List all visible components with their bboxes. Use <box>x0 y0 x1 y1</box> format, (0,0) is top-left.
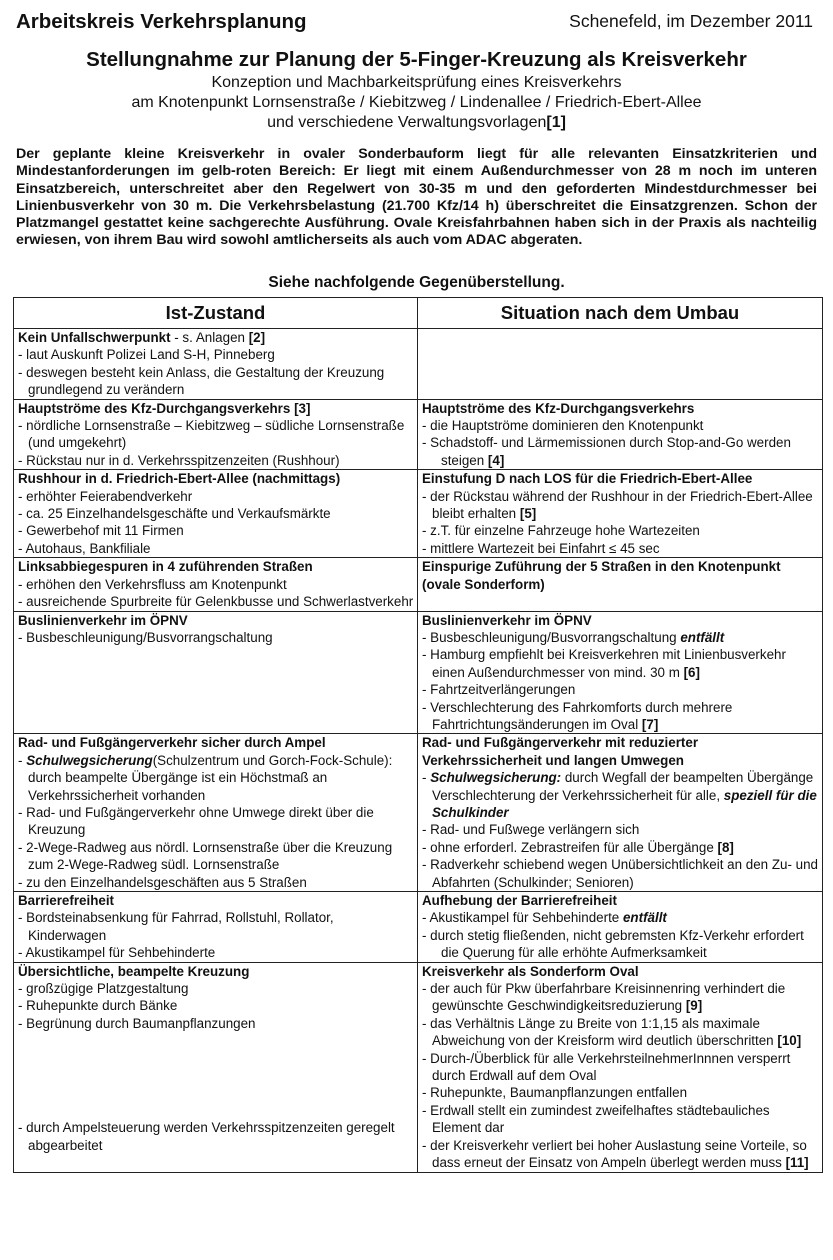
row-heading: Rad- und Fußgängerverkehr sicher durch Ampel <box>18 735 326 751</box>
row-heading <box>18 329 414 346</box>
list-item-text: - der Kreisverkehr verliert bei hoher Auslastung seine Vorteile, so dass erneut der Einsatz von Ampeln überlegt werden muss <box>422 1137 807 1171</box>
list-item: - Rückstau nur in d. Verkehrsspitzenzeiten (Rushhour) <box>18 452 340 468</box>
reference-mark: [8] <box>717 839 734 855</box>
list-item: - zu den Einzelhandelsgeschäften aus 5 Straßen <box>18 874 307 890</box>
list-item-text: - Akustikampel für Sehbehinderte <box>422 910 623 926</box>
table-row <box>14 558 823 611</box>
cell-current <box>14 892 418 963</box>
list-item-text: - Schadstoff- und Lärmemissionen durch Stop-and-Go werden steigen <box>422 435 791 468</box>
subtitle-block <box>0 73 833 133</box>
intro-paragraph: Der geplante kleine Kreisverkehr in ovaler Sonderbauform liegt für alle relevanten Einsatzkriterien und Mindestanforderungen im gelb-roten Bereich: Er liegt mit einem Außendurchmesser von 28 m noch im unteren Einsatzbereich, unterschreitet aber den Regelwert von 30-35 m und den geforderten Mindestdurchmesser bei Linienbusverkehr von 30 m. Die Verkehrsbelastung (21.700 Kfz/14 h) überschreitet die Einsatzgrenzen. Schon der Platzmangel gestattet keine sachgerechte Ausführung. Ovale Kreisfahrbahnen haben sich in der Praxis als nachteilig erwiesen, von ihrem Bau wird sowohl amtlicherseits als auch vom ADAC abgeraten. <box>16 146 817 249</box>
reference-mark: [1] <box>546 114 566 131</box>
cell-after <box>418 470 823 558</box>
list-item: - Autohaus, Bankfiliale <box>18 540 151 556</box>
row-heading: Linksabbiegespuren in 4 zuführenden Straßen <box>18 559 313 575</box>
list-item: - Gewerbehof mit 11 Firmen <box>18 523 184 539</box>
row-heading: Rushhour in d. Friedrich-Ebert-Allee (nachmittags) <box>18 471 341 487</box>
document-title: Stellungnahme zur Planung der 5-Finger-Kreuzung als Kreisverkehr <box>86 48 747 71</box>
row-heading: Buslinienverkehr im ÖPNV <box>18 612 188 628</box>
list-item: - Ruhepunkte durch Bänke <box>18 998 178 1014</box>
row-heading: Einstufung D nach LOS für die Friedrich-Ebert-Allee <box>422 471 753 487</box>
row-heading: Rad- und Fußgängerverkehr mit reduzierter Verkehrssicherheit und langen Umwegen <box>422 735 699 768</box>
cell-after <box>418 962 823 1172</box>
list-item: - die Hauptströme dominieren den Knotenpunkt <box>422 418 704 434</box>
cell-after <box>418 558 823 611</box>
list-item-text: - der Rückstau während der Rushhour in der Friedrich-Ebert-Allee bleibt erhalten <box>422 488 813 522</box>
table-header-row <box>14 298 823 329</box>
list-item: - nördliche Lornsenstraße – Kiebitzweg – südliche Lornsenstraße (und umgekehrt) <box>18 418 405 451</box>
row-heading: Kreisverkehr als Sonderform Oval <box>422 963 639 979</box>
list-item: - Schulwegsicherung: durch Wegfall der beampelten Übergänge Verschlechterung der Verkehrssicherheit für alle, speziell für die Schulkinder <box>422 770 817 820</box>
row-heading: Einspurige Zuführung der 5 Straßen in den Knotenpunkt (ovale Sonderform) <box>422 559 781 592</box>
list-item: - mittlere Wartezeit bei Einfahrt ≤ 45 sec <box>422 540 660 556</box>
cell-after <box>418 329 823 400</box>
list-item-text: durch Wegfall der beampelten Übergänge Verschlechterung der Verkehrssicherheit für alle, <box>432 770 814 803</box>
cell-current <box>14 470 418 558</box>
list-item <box>422 909 819 926</box>
row-heading: Aufhebung der Barrierefreiheit <box>422 893 617 908</box>
list-item-text: - der auch für Pkw überfahrbare Kreisinnenring verhindert die gewünschte Geschwindigkeitsreduzierung <box>422 981 786 1014</box>
table-row <box>14 470 823 558</box>
table-row <box>14 611 823 734</box>
list-item: - großzügige Platzgestaltung <box>18 981 189 997</box>
list-item: - Ruhepunkte, Baumanpflanzungen entfallen <box>422 1085 688 1101</box>
list-item <box>422 980 819 1015</box>
emphasis-text: entfällt <box>622 910 667 926</box>
cell-current <box>14 399 418 470</box>
list-item <box>422 839 819 856</box>
list-item-text: - das Verhältnis Länge zu Breite von 1:1,15 als maximale Abweichung von der Kreisform wird deutlich überschritten <box>422 1015 778 1049</box>
cell-current <box>14 611 418 734</box>
row-heading-note: - s. Anlagen <box>170 330 249 345</box>
table-row <box>14 399 823 470</box>
subtitle-line <box>0 113 833 133</box>
reference-mark: [11] <box>785 1155 809 1171</box>
list-item: - Akustikampel für Sehbehinderte <box>18 945 216 961</box>
list-item: - Busbeschleunigung/Busvorrangschaltung <box>18 629 273 645</box>
list-item: - 2-Wege-Radweg aus nördl. Lornsenstraße über die Kreuzung zum 2-Wege-Radweg südl. Lornsenstraße <box>18 839 393 873</box>
list-item-text: (Schulzentrum und Gorch-Fock-Schule): durch beampelte Übergänge ist ein Höchstmaß an Verkehrssicherheit vorhanden <box>28 752 393 803</box>
list-item: - Durch-/Überblick für alle VerkehrsteilnehmerInnnen versperrt durch Erdwall auf dem Oval <box>422 1050 791 1084</box>
place-date: Schenefeld, im Dezember 2011 <box>569 11 813 31</box>
list-item: - Radverkehr schiebend wegen Unübersichtlichkeit an den Zu- und Abfahrten (Schulkinder; Senioren) <box>422 857 818 890</box>
subtitle-line: Konzeption und Machbarkeitsprüfung eines Kreisverkehrs <box>211 74 622 91</box>
list-item <box>422 488 819 523</box>
list-item <box>422 1137 819 1172</box>
list-item: - durch stetig fließenden, nicht gebremsten Kfz-Verkehr erfordert die Querung für alle erhöhte Aufmerksamkeit <box>422 927 804 961</box>
row-heading: Übersichtliche, beampelte Kreuzung <box>18 963 250 979</box>
list-item: - Rad- und Fußwege verlängern sich <box>422 822 640 838</box>
list-item: - z.T. für einzelne Fahrzeuge hohe Wartezeiten <box>422 523 700 539</box>
emphasis-text: Schulwegsicherung: <box>430 770 562 786</box>
reference-mark: [4] <box>487 452 505 468</box>
list-item: - erhöhter Feierabendverkehr <box>18 488 193 504</box>
reference-mark: [10] <box>777 1033 802 1049</box>
column-header-current-state: Ist-Zustand <box>14 298 418 329</box>
subtitle-line-text: und verschiedene Verwaltungsvorlagen <box>267 114 547 131</box>
column-header-after-rebuild: Situation nach dem Umbau <box>418 298 823 329</box>
reference-mark: [7] <box>641 716 659 732</box>
reference-mark: [6] <box>683 664 700 680</box>
cell-after <box>418 734 823 892</box>
list-item: - Fahrtzeitverlängerungen <box>422 682 576 698</box>
table-row <box>14 329 823 400</box>
list-item: - deswegen besteht kein Anlass, die Gestaltung der Kreuzung grundlegend zu verändern <box>18 364 385 398</box>
emphasis-text: Schulwegsicherung <box>26 752 153 768</box>
cell-after <box>418 611 823 734</box>
list-item: - erhöhen den Verkehrsfluss am Knotenpunkt <box>18 576 287 592</box>
row-heading: Hauptströme des Kfz-Durchgangsverkehrs <box>422 400 695 416</box>
list-item: - ca. 25 Einzelhandelsgeschäfte und Verkaufsmärkte <box>18 506 331 522</box>
comparison-table <box>13 297 823 1173</box>
cell-current <box>14 558 418 611</box>
list-item <box>422 646 819 681</box>
list-item: - durch Ampelsteuerung werden Verkehrsspitzenzeiten geregelt abgearbeitet <box>18 1120 395 1153</box>
list-item-text: - Busbeschleunigung/Busvorrangschaltung <box>422 629 681 645</box>
emphasis-text: speziell für die Schulkinder <box>432 787 817 820</box>
cell-current <box>14 734 418 892</box>
see-below-note: Siehe nachfolgende Gegenüberstellung. <box>268 274 565 291</box>
reference-mark: [5] <box>519 506 537 522</box>
table-row <box>14 734 823 892</box>
cell-spacer <box>18 1032 414 1119</box>
row-heading: Buslinienverkehr im ÖPNV <box>422 612 592 628</box>
subtitle-line: am Knotenpunkt Lornsenstraße / Kiebitzweg / Lindenallee / Friedrich-Ebert-Allee <box>131 94 702 111</box>
reference-mark: [2] <box>248 330 266 345</box>
list-item: - laut Auskunft Polizei Land S-H, Pinneberg <box>18 347 275 363</box>
table-row <box>14 962 823 1172</box>
row-heading-text: Kein Unfallschwerpunkt <box>18 330 171 345</box>
cell-after <box>418 399 823 470</box>
cell-current <box>14 962 418 1172</box>
list-item <box>422 1015 819 1050</box>
row-heading: Hauptströme des Kfz-Durchgangsverkehrs [3] <box>18 400 311 416</box>
list-item: - ausreichende Spurbreite für Gelenkbusse und Schwerlastverkehr <box>18 594 414 610</box>
list-item <box>422 699 819 734</box>
organization-name: Arbeitskreis Verkehrsplanung <box>16 10 307 33</box>
list-item <box>422 434 819 469</box>
list-item: - Erdwall stellt ein zumindest zweifelhaftes städtebauliches Element dar <box>422 1102 770 1136</box>
list-item: - Rad- und Fußgängerverkehr ohne Umwege direkt über die Kreuzung <box>18 804 374 838</box>
cell-current <box>14 329 418 400</box>
list-item-text: - ohne erforderl. Zebrastreifen für alle Übergänge <box>422 839 718 855</box>
emphasis-text: entfällt <box>680 629 725 645</box>
list-item: - Begrünung durch Baumanpflanzungen <box>18 1015 256 1031</box>
list-item: - Schulwegsicherung(Schulzentrum und Gorch-Fock-Schule): durch beampelte Übergänge ist ein Höchstmaß an Verkehrssicherheit vorhanden <box>18 752 393 803</box>
table-row <box>14 892 823 963</box>
row-heading: Barrierefreiheit <box>18 893 115 908</box>
list-item-text: - Hamburg empfiehlt bei Kreisverkehren mit Linienbusverkehr einen Außendurchmesser von mind. 30 m <box>422 647 786 680</box>
list-item <box>422 629 819 646</box>
list-item-text: - Verschlechterung des Fahrkomforts durch mehrere Fahrtrichtungsänderungen im Oval <box>422 699 733 732</box>
reference-mark: [9] <box>685 998 703 1014</box>
cell-after <box>418 892 823 963</box>
list-item: - Bordsteinabsenkung für Fahrrad, Rollstuhl, Rollator, Kinderwagen <box>18 910 334 943</box>
